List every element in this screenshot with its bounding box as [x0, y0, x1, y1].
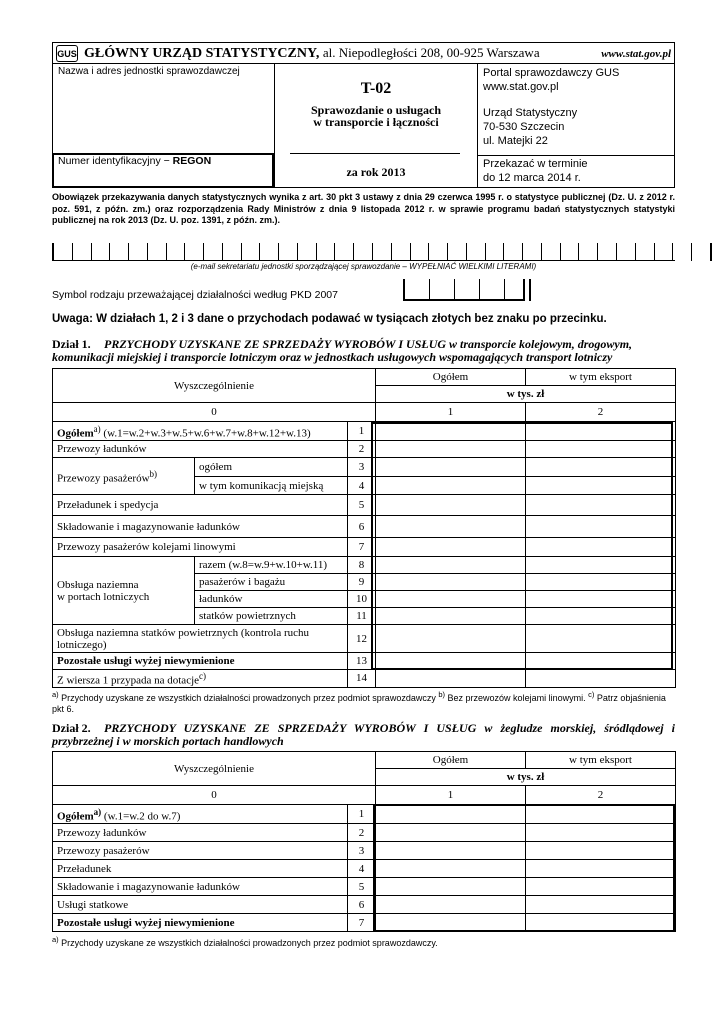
s2-col-spec: Wyszczególnienie: [53, 752, 376, 786]
s1-col-total: Ogółem: [376, 369, 526, 386]
row-number: 4: [348, 477, 376, 495]
cell-divider: [184, 243, 203, 261]
email-cells: [52, 243, 712, 261]
cell-divider: [560, 243, 579, 261]
s2-r2-total[interactable]: [376, 824, 526, 842]
cell-divider: [485, 243, 504, 261]
row-number: 7: [348, 914, 376, 932]
table-row: [53, 458, 676, 477]
s2-row1-bold: Ogółem: [57, 810, 94, 823]
s1-fn-b-sup: b): [438, 690, 446, 699]
cell-divider: [466, 243, 485, 261]
s2-unit: w tys. zł: [376, 769, 676, 786]
s1-colnum-2: 2: [526, 403, 676, 422]
row-number: 4: [348, 860, 376, 878]
legal-basis: Obowiązek przekazywania danych statystycznych wynika z art. 30 pkt 3 ustawy z dnia 29 czerwca 1995 r. o statystyce publicznej (Dz. U. z 2012 r. poz. 591, z późn. zm.) oraz rozporządzenia Rady Ministrów z dnia 9 listopada 2012 r. w sprawie programu badań statystycznych statystyki publicznej na rok 2013 (Dz. U. poz. 1391, z późn. zm.).: [52, 192, 675, 225]
s1-row3-sup: b): [149, 468, 158, 479]
cell-divider: [316, 243, 335, 261]
s1-row8-group-line1: Obsługa naziemna: [57, 578, 139, 591]
cell-divider: [597, 243, 616, 261]
s1-r12-total[interactable]: [376, 625, 526, 653]
s1-r13-export[interactable]: [526, 653, 676, 670]
s1-row12-label: Obsługa naziemna statków powietrznych (kontrola ruchu lotniczego): [53, 625, 348, 653]
cell-divider: [672, 243, 691, 261]
s1-r10-export[interactable]: [526, 591, 676, 608]
s2-r1-export[interactable]: [526, 805, 676, 824]
s1-r5-total[interactable]: [376, 495, 526, 516]
form-code: T-02: [360, 80, 392, 97]
unit-name-field[interactable]: [56, 80, 272, 152]
s1-r1-total[interactable]: [376, 422, 526, 441]
cell-divider: [710, 243, 712, 261]
s1-row1-bold: Ogółem: [57, 427, 94, 440]
cell-divider: [147, 243, 166, 261]
header-divider: [477, 63, 478, 188]
s2-fn-a-sup: a): [52, 935, 59, 944]
cell-divider: [503, 243, 522, 261]
regon-label: [58, 155, 211, 167]
s1-r7-total[interactable]: [376, 538, 526, 557]
s2-r4-total[interactable]: [376, 860, 526, 878]
section1-title: PRZYCHODY UZYSKANE ZE SPRZEDAŻY WYROBÓW I USŁUG: [104, 337, 447, 351]
cell-divider: [429, 279, 454, 301]
s2-r5-export[interactable]: [526, 878, 676, 896]
s1-row1-label: [53, 422, 348, 441]
table-row: [53, 625, 676, 653]
s1-row14-label: [53, 670, 348, 688]
s2-row1-sup: a): [93, 806, 102, 817]
row-number: 6: [348, 516, 376, 538]
s1-row1-rest: (w.1=w.2+w.3+w.5+w.6+w.7+w.8+w.12+w.13): [100, 427, 311, 440]
agency-url: www.stat.gov.pl: [601, 48, 671, 60]
s1-r4-export[interactable]: [526, 477, 676, 495]
form-title-line2: w transporcie i łączności: [313, 115, 439, 129]
s2-row5-label: Składowanie i magazynowanie ładunków: [53, 878, 348, 896]
agency-name: GŁÓWNY URZĄD STATYSTYCZNY,: [84, 46, 320, 61]
s1-row13-label: Pozostałe usługi wyżej niewymienione: [53, 653, 348, 670]
table-row: [53, 670, 676, 688]
s1-row3-group: [53, 458, 195, 495]
unit-name-label: Nazwa i adres jednostki sprawozdawczej: [58, 66, 240, 77]
portal-line2: www.stat.gov.pl: [483, 81, 559, 93]
s1-col-spec: Wyszczególnienie: [53, 369, 376, 403]
s1-r11-total[interactable]: [376, 608, 526, 625]
portal-info: [483, 66, 673, 148]
table-row: [53, 557, 676, 574]
s1-fn-b: Bez przewozów kolejami linowymi.: [445, 693, 586, 703]
cell-divider: [166, 243, 185, 261]
s2-fn-a: Przychody uzyskane ze wszystkich działalności prowadzonych przez podmiot sprawozdawczy.: [58, 938, 438, 948]
section1-title-rest: w transporcie kolejowym, drogowym, komunikacji miejskiej i transporcie lotniczym oraz w jednostkach usługowych wspomagających transport lotniczy: [52, 337, 633, 364]
s1-r14-export[interactable]: [526, 670, 676, 688]
s1-r9-export[interactable]: [526, 574, 676, 591]
s1-row9-label: pasażerów i bagażu: [195, 574, 348, 591]
regon-label-text: Numer identyfikacyjny −: [58, 155, 173, 167]
s2-row4-label: Przeładunek: [53, 860, 348, 878]
table-row: [53, 653, 676, 670]
s1-row8-label: razem (w.8=w.9+w.10+w.11): [195, 557, 348, 574]
s1-row11-label: statków powietrznych: [195, 608, 348, 625]
s1-r12-export[interactable]: [526, 625, 676, 653]
section2-heading: [52, 722, 675, 748]
section2-title-rest: w żegludze morskiej, śródlądowej i przybrzeżnej i w morskich portach handlowych: [52, 721, 675, 748]
cell-divider: [403, 279, 429, 301]
table-row: [53, 805, 676, 824]
s2-col-total: Ogółem: [376, 752, 526, 769]
pkd-cells: [403, 279, 531, 301]
row-number: 2: [348, 441, 376, 458]
row-number: 9: [348, 574, 376, 591]
header-divider: [290, 153, 460, 154]
s1-r10-total[interactable]: [376, 591, 526, 608]
s1-row5-label: Przeładunek i spedycja: [53, 495, 348, 516]
table-row: [53, 878, 676, 896]
s1-r1-export[interactable]: [526, 422, 676, 441]
table-row: [53, 842, 676, 860]
table-row: [53, 422, 676, 441]
s2-r6-export[interactable]: [526, 896, 676, 914]
cell-divider: [259, 243, 278, 261]
s2-r1-total[interactable]: [376, 805, 526, 824]
cell-divider: [447, 243, 466, 261]
s1-r3-total[interactable]: [376, 458, 526, 477]
cell-divider: [691, 243, 710, 261]
section1-heading: [52, 338, 675, 364]
s1-row10-label: ładunków: [195, 591, 348, 608]
row-number: 13: [348, 653, 376, 670]
table-row: [53, 516, 676, 538]
s2-r3-total[interactable]: [376, 842, 526, 860]
s2-colnum-0: 0: [53, 786, 376, 805]
s1-row14-sup: c): [199, 671, 207, 681]
s2-row2-label: Przewozy ładunków: [53, 824, 348, 842]
agency-address: al. Niepodległości 208, 00-925 Warszawa: [322, 45, 540, 60]
row-number: 12: [348, 625, 376, 653]
s1-r9-total[interactable]: [376, 574, 526, 591]
section1-footnotes: [52, 689, 675, 715]
office-line3: ul. Matejki 22: [483, 135, 548, 147]
table-row: [53, 914, 676, 932]
section2-label: Dział 2.: [52, 721, 91, 735]
cell-divider: [334, 243, 353, 261]
s1-colnum-1: 1: [376, 403, 526, 422]
s1-r8-export[interactable]: [526, 557, 676, 574]
row-number: 1: [348, 422, 376, 441]
row-number: 10: [348, 591, 376, 608]
s1-r5-export[interactable]: [526, 495, 676, 516]
s1-r3-export[interactable]: [526, 458, 676, 477]
row-number: 7: [348, 538, 376, 557]
s1-colnum-0: 0: [53, 403, 376, 422]
row-number: 5: [348, 495, 376, 516]
s1-r14-total[interactable]: [376, 670, 526, 688]
cell-divider: [578, 243, 597, 261]
cell-divider: [479, 279, 504, 301]
s1-r4-total[interactable]: [376, 477, 526, 495]
s2-col-export: w tym eksport: [526, 752, 676, 769]
s1-r2-total[interactable]: [376, 441, 526, 458]
s1-unit: w tys. zł: [376, 386, 676, 403]
s1-row6-label: Składowanie i magazynowanie ładunków: [53, 516, 348, 538]
s2-r3-export[interactable]: [526, 842, 676, 860]
s1-row8-group: [53, 557, 195, 625]
cell-divider: [297, 243, 316, 261]
revenue-note: Uwaga: W działach 1, 2 i 3 dane o przychodach podawać w tysiącach złotych bez znaku po przecinku.: [52, 313, 607, 325]
s2-row6-label: Usługi statkowe: [53, 896, 348, 914]
row-number: 2: [348, 824, 376, 842]
header-divider: [52, 63, 675, 64]
table-row: [53, 441, 676, 458]
row-number: 5: [348, 878, 376, 896]
row-number: 8: [348, 557, 376, 574]
office-line2: 70-530 Szczecin: [483, 121, 565, 133]
s1-row1-sup: a): [93, 423, 101, 434]
cell-divider: [109, 243, 128, 261]
cell-divider: [616, 243, 635, 261]
form-title-line1: Sprawozdanie o usługach: [310, 103, 442, 117]
row-number: 3: [348, 842, 376, 860]
cell-divider: [52, 243, 72, 261]
s1-fn-c: Patrz objaśnienia pkt 6.: [52, 693, 666, 714]
deadline-line1: Przekazać w terminie: [483, 158, 588, 170]
s1-r2-export[interactable]: [526, 441, 676, 458]
s1-col-export: w tym eksport: [526, 369, 676, 386]
cell-divider: [654, 243, 673, 261]
s2-row7-label: Pozostałe usługi wyżej niewymienione: [53, 914, 348, 932]
table-row: [53, 860, 676, 878]
agency-line: [84, 45, 554, 62]
s1-row7-label: Przewozy pasażerów kolejami linowymi: [53, 538, 348, 557]
row-number: 6: [348, 896, 376, 914]
section1-table: [52, 368, 676, 688]
s2-r7-export[interactable]: [526, 914, 676, 932]
header-divider: [477, 155, 675, 156]
s2-r6-total[interactable]: [376, 896, 526, 914]
cell-divider: [128, 243, 147, 261]
form-title: [275, 104, 477, 128]
row-number: 3: [348, 458, 376, 477]
cell-divider: [454, 279, 479, 301]
section2-footnotes: [52, 935, 675, 948]
deadline-line2: do 12 marca 2014 r.: [483, 172, 581, 184]
s1-r6-total[interactable]: [376, 516, 526, 538]
s1-r13-total[interactable]: [376, 653, 526, 670]
row-number: 14: [348, 670, 376, 688]
cell-divider: [372, 243, 391, 261]
cell-divider: [203, 243, 222, 261]
table-row: [53, 896, 676, 914]
portal-line1: Portal sprawozdawczy GUS: [483, 67, 620, 79]
table-row: [53, 538, 676, 557]
s1-fn-a: Przychody uzyskane ze wszystkich działalności prowadzonych przez podmiot sprawozdawczy: [58, 693, 436, 703]
cell-divider: [91, 243, 110, 261]
deadline: [483, 157, 673, 185]
cell-divider: [353, 243, 372, 261]
s2-row1-label: [53, 805, 348, 824]
section2-title: PRZYCHODY UZYSKANE ZE SPRZEDAŻY WYROBÓW I USŁUG: [104, 721, 477, 735]
section2-table: [52, 751, 676, 932]
cell-divider: [241, 243, 260, 261]
row-number: 1: [348, 805, 376, 824]
s1-row8-group-line2: w portach lotniczych: [57, 590, 150, 603]
s1-r7-export[interactable]: [526, 538, 676, 557]
s1-r8-total[interactable]: [376, 557, 526, 574]
s2-r2-export[interactable]: [526, 824, 676, 842]
cell-divider: [222, 243, 241, 261]
s1-fn-c-sup: c): [588, 690, 595, 699]
s1-fn-a-sup: a): [52, 690, 59, 699]
table-row: [53, 495, 676, 516]
s1-row2-label: Przewozy ładunków: [53, 441, 348, 458]
s1-row14-text: Z wiersza 1 przypada na dotacje: [57, 674, 200, 687]
s1-r6-export[interactable]: [526, 516, 676, 538]
s1-row4-label: w tym komunikacją miejską: [195, 477, 348, 495]
pkd-label: Symbol rodzaju przeważającej działalności według PKD 2007: [52, 289, 338, 301]
s1-row3-group-text: Przewozy pasażerów: [57, 472, 150, 485]
row-number: 11: [348, 608, 376, 625]
cell-divider: [410, 243, 429, 261]
gus-logo: GUS: [56, 45, 78, 62]
table-row: [53, 824, 676, 842]
cell-divider: [391, 243, 410, 261]
s2-row3-label: Przewozy pasażerów: [53, 842, 348, 860]
s1-r11-export[interactable]: [526, 608, 676, 625]
s2-r5-total[interactable]: [376, 878, 526, 896]
section1-label: Dział 1.: [52, 337, 91, 351]
s2-r4-export[interactable]: [526, 860, 676, 878]
email-caption: (e-mail sekretariatu jednostki sporządzającej sprawozdanie – WYPEŁNIAĆ WIELKIMI LITERAMI): [190, 262, 537, 271]
s2-r7-total[interactable]: [376, 914, 526, 932]
regon-label-bold: REGON: [172, 155, 212, 167]
s2-colnum-2: 2: [526, 786, 676, 805]
s2-row1-rest: (w.1=w.2 do w.7): [101, 810, 181, 823]
cell-divider: [529, 279, 531, 301]
report-year: za rok 2013: [346, 165, 406, 179]
cell-divider: [635, 243, 654, 261]
cell-divider: [541, 243, 560, 261]
cell-divider: [428, 243, 447, 261]
cell-divider: [72, 243, 91, 261]
office-line1: Urząd Statystyczny: [483, 107, 578, 119]
s1-row3-label: ogółem: [195, 458, 348, 477]
cell-divider: [504, 279, 529, 301]
s2-colnum-1: 1: [376, 786, 526, 805]
cell-divider: [278, 243, 297, 261]
cell-divider: [522, 243, 541, 261]
